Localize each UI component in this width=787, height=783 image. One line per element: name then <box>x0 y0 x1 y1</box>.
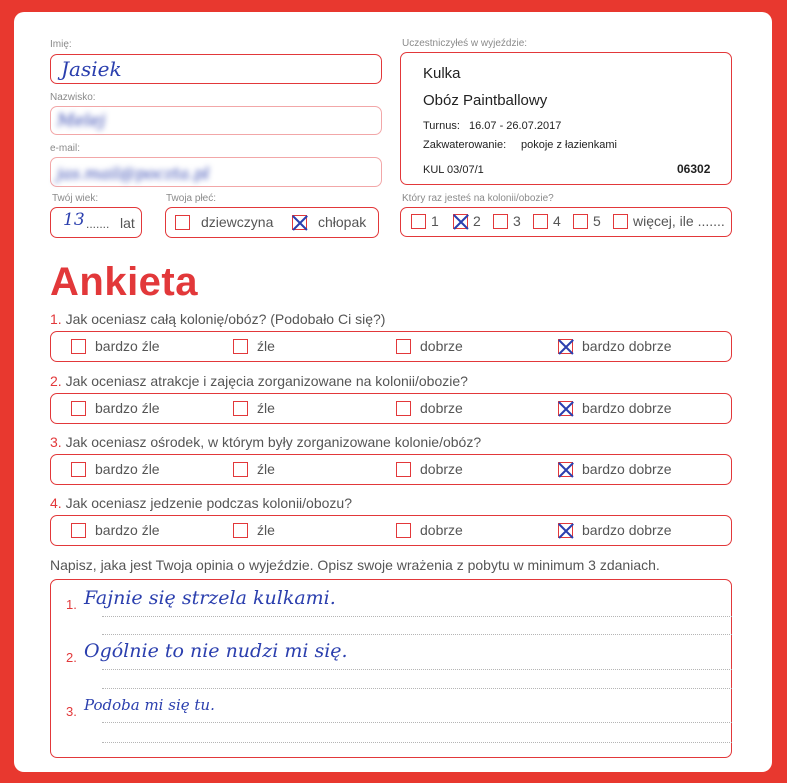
trip-camp: Obóz Paintballowy <box>423 92 548 109</box>
question-1 <box>50 311 385 327</box>
opinion-num-2: 2. <box>66 650 77 665</box>
question-text: Jak oceniasz ośrodek, w którym były zorganizowane kolonie/obóz? <box>65 434 482 450</box>
option-label: bardzo źle <box>95 400 160 416</box>
times-option-3: 3 <box>513 213 521 229</box>
q2-bardzo-zle-checkbox[interactable] <box>71 401 86 416</box>
option-label: źle <box>257 522 275 538</box>
answer-row-1 <box>50 331 732 362</box>
times-field <box>400 207 732 237</box>
answer-row-3 <box>50 454 732 485</box>
option-label: źle <box>257 338 275 354</box>
option-label: bardzo dobrze <box>582 522 672 538</box>
option-label: bardzo źle <box>95 461 160 477</box>
trip-label: Uczestniczyłeś w wyjeździe: <box>402 38 528 49</box>
q2-dobrze-checkbox[interactable] <box>396 401 411 416</box>
opinion-num-1: 1. <box>66 597 77 612</box>
gender-field <box>165 207 379 238</box>
q2-zle-checkbox[interactable] <box>233 401 248 416</box>
question-text: Jak oceniasz jedzenie podczas kolonii/obozu? <box>65 495 352 511</box>
surname-field[interactable] <box>50 106 382 135</box>
times-checkbox-2[interactable] <box>453 214 468 229</box>
q3-zle-checkbox[interactable] <box>233 462 248 477</box>
times-checkbox-4[interactable] <box>533 214 548 229</box>
turnus-value: 16.07 - 26.07.2017 <box>469 120 562 132</box>
email-field[interactable] <box>50 157 382 187</box>
opinion-text-3: Podoba mi się tu. <box>84 696 215 714</box>
question-4 <box>50 495 352 511</box>
turnus-label: Turnus: <box>423 120 460 132</box>
option-label: bardzo źle <box>95 338 160 354</box>
gender-checkbox-girl[interactable] <box>175 215 190 230</box>
surname-label: Nazwisko: <box>50 92 96 103</box>
age-unit: lat <box>120 215 135 231</box>
times-checkbox-1[interactable] <box>411 214 426 229</box>
writing-line <box>102 634 732 635</box>
opinion-text-1: Fajnie się strzela kulkami. <box>84 587 336 609</box>
question-number: 2. <box>50 373 62 389</box>
survey-sheet <box>14 12 772 772</box>
question-2 <box>50 373 468 389</box>
option-label: dobrze <box>420 522 463 538</box>
times-checkbox-3[interactable] <box>493 214 508 229</box>
trip-code: KUL 03/07/1 <box>423 164 484 176</box>
name-label: Imię: <box>50 39 72 50</box>
question-number: 1. <box>50 311 62 327</box>
q1-bardzo-dobrze-checkbox[interactable] <box>558 339 573 354</box>
q4-zle-checkbox[interactable] <box>233 523 248 538</box>
surname-value: Melej <box>57 111 106 131</box>
option-label: dobrze <box>420 400 463 416</box>
q3-dobrze-checkbox[interactable] <box>396 462 411 477</box>
lodging-label: Zakwaterowanie: <box>423 139 507 151</box>
question-3 <box>50 434 481 450</box>
q1-bardzo-zle-checkbox[interactable] <box>71 339 86 354</box>
trip-name: Kulka <box>423 65 461 82</box>
writing-line <box>102 616 732 617</box>
opinion-prompt: Napisz, jaka jest Twoja opinia o wyjeździe. Opisz swoje wrażenia z pobytu w minimum 3 zdaniach. <box>50 557 660 573</box>
times-option-2: 2 <box>473 213 481 229</box>
age-value: 13 <box>63 210 85 230</box>
survey-title: Ankieta <box>50 260 198 304</box>
writing-line <box>102 742 732 743</box>
option-label: bardzo dobrze <box>582 461 672 477</box>
question-number: 3. <box>50 434 62 450</box>
option-label: bardzo źle <box>95 522 160 538</box>
age-label: Twój wiek: <box>52 193 99 204</box>
question-text: Jak oceniasz atrakcje i zajęcia zorganizowane na kolonii/obozie? <box>65 373 468 389</box>
answer-row-2 <box>50 393 732 424</box>
question-number: 4. <box>50 495 62 511</box>
trip-number: 06302 <box>677 162 711 176</box>
q3-bardzo-zle-checkbox[interactable] <box>71 462 86 477</box>
times-option-4: 4 <box>553 213 561 229</box>
q1-zle-checkbox[interactable] <box>233 339 248 354</box>
option-label: bardzo dobrze <box>582 338 672 354</box>
name-value: Jasiek <box>61 57 122 81</box>
times-option-more: więcej, ile ....... <box>633 213 725 229</box>
option-label: bardzo dobrze <box>582 400 672 416</box>
q4-bardzo-zle-checkbox[interactable] <box>71 523 86 538</box>
writing-line <box>102 688 732 689</box>
email-value: jas.mail@poczta.pl <box>57 164 210 183</box>
question-text: Jak oceniasz całą kolonię/obóz? (Podobało Ci się?) <box>65 311 386 327</box>
q2-bardzo-dobrze-checkbox[interactable] <box>558 401 573 416</box>
gender-checkbox-boy[interactable] <box>292 215 307 230</box>
writing-line <box>102 722 732 723</box>
option-label: dobrze <box>420 461 463 477</box>
times-option-1: 1 <box>431 213 439 229</box>
option-label: dobrze <box>420 338 463 354</box>
age-field[interactable] <box>50 207 142 238</box>
opinion-text-2: Ogólnie to nie nudzi mi się. <box>84 640 348 662</box>
gender-option-girl: dziewczyna <box>201 214 274 230</box>
gender-label: Twoja płeć: <box>166 193 217 204</box>
trip-info-box <box>400 52 732 185</box>
times-checkbox-more[interactable] <box>613 214 628 229</box>
q1-dobrze-checkbox[interactable] <box>396 339 411 354</box>
q4-bardzo-dobrze-checkbox[interactable] <box>558 523 573 538</box>
q3-bardzo-dobrze-checkbox[interactable] <box>558 462 573 477</box>
times-label: Który raz jesteś na kolonii/obozie? <box>402 193 554 204</box>
option-label: źle <box>257 461 275 477</box>
age-dots: ....... <box>86 217 110 231</box>
lodging-value: pokoje z łazienkami <box>521 139 617 151</box>
answer-row-4 <box>50 515 732 546</box>
opinion-num-3: 3. <box>66 704 77 719</box>
times-option-5: 5 <box>593 213 601 229</box>
writing-line <box>102 669 732 670</box>
gender-option-boy: chłopak <box>318 214 367 230</box>
option-label: źle <box>257 400 275 416</box>
times-checkbox-5[interactable] <box>573 214 588 229</box>
q4-dobrze-checkbox[interactable] <box>396 523 411 538</box>
name-field[interactable] <box>50 54 382 84</box>
email-label: e-mail: <box>50 143 81 154</box>
